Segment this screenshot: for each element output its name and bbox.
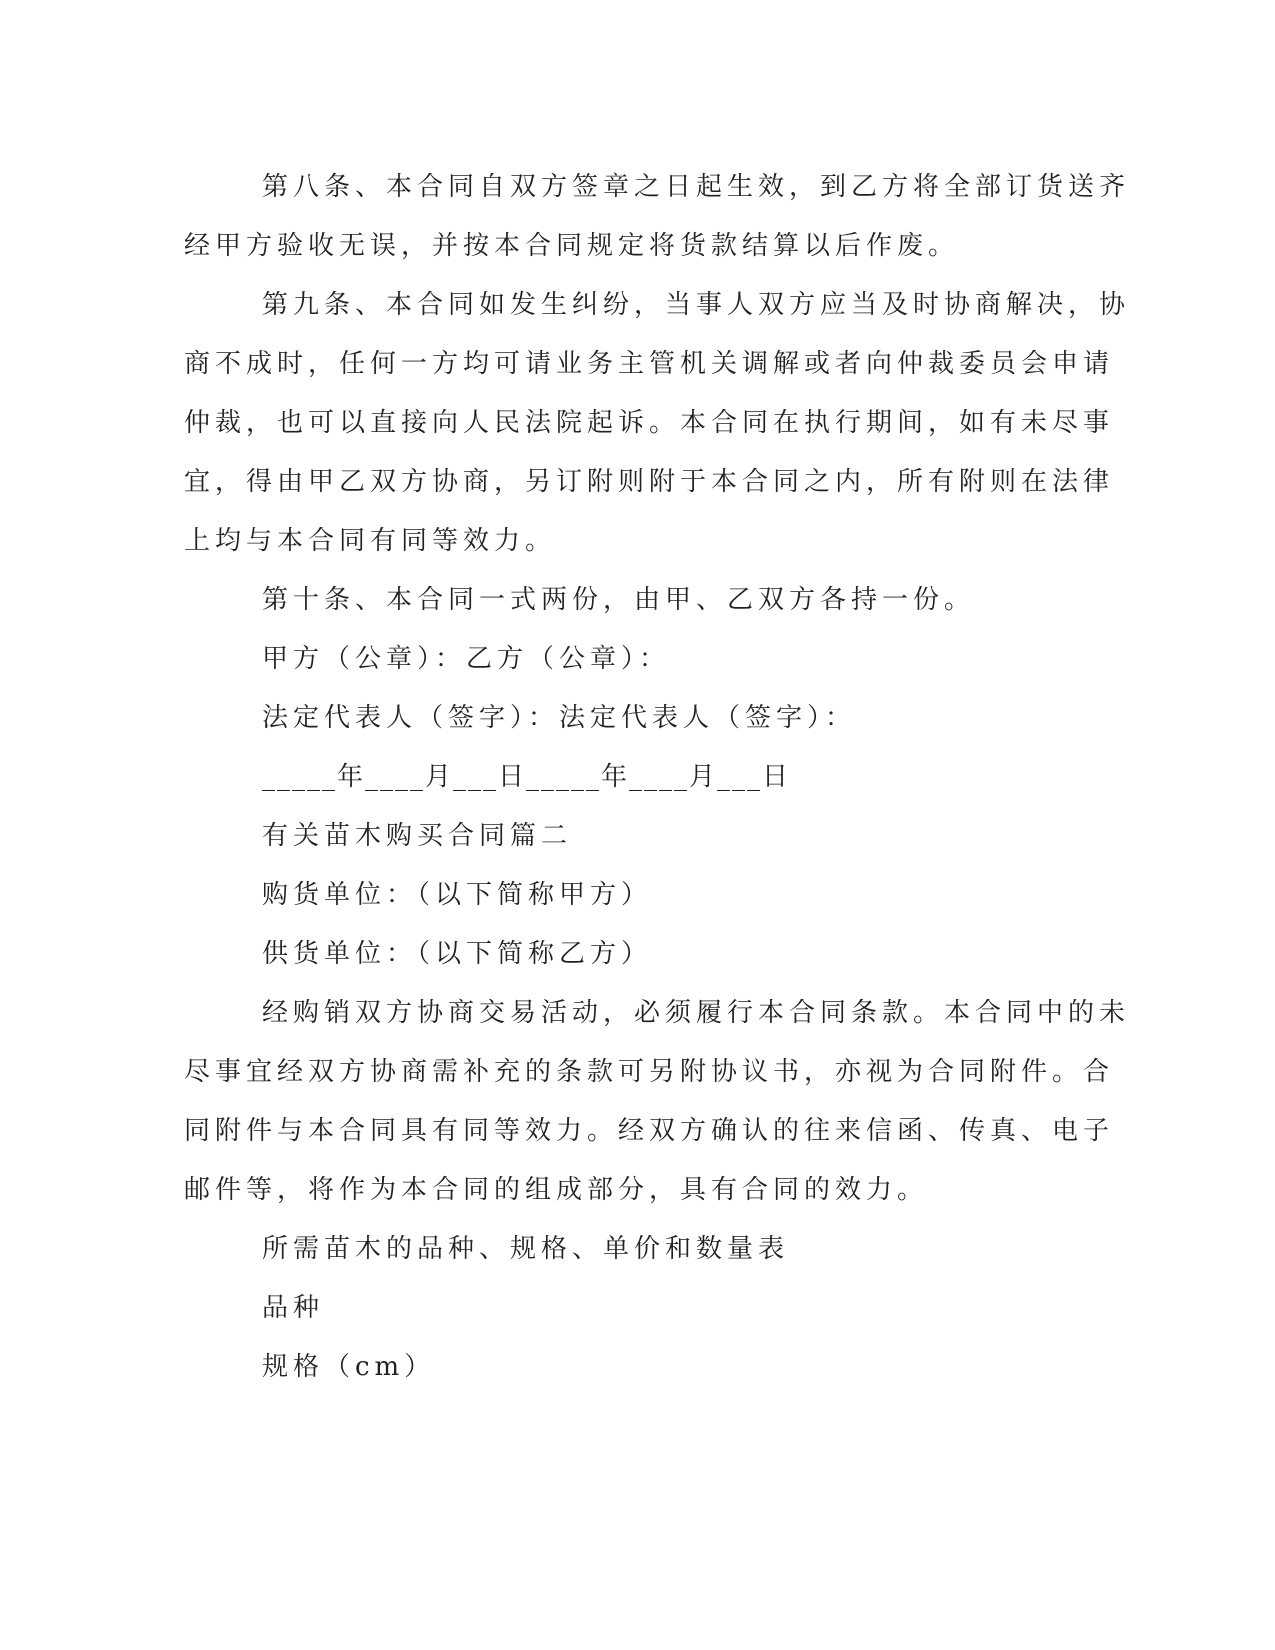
spec-label: 规格（cm） — [262, 1352, 436, 1382]
supplier-line: 供货单位：（以下简称乙方） — [262, 939, 653, 969]
variety-label: 品种 — [262, 1293, 325, 1323]
table-caption: 所需苗木的品种、规格、单价和数量表 — [262, 1234, 790, 1264]
preamble-line-4: 邮件等，将作为本合同的组成部分，具有合同的效力。 — [184, 1175, 929, 1205]
article-9-line-2: 商不成时，任何一方均可请业务主管机关调解或者向仲裁委员会申请 — [184, 349, 1115, 379]
signature-line: 法定代表人（签字）：法定代表人（签字）： — [262, 703, 857, 733]
article-9-line-5: 上均与本合同有同等效力。 — [184, 526, 557, 556]
seal-line: 甲方（公章）：乙方（公章）： — [262, 644, 671, 674]
preamble-line-2: 尽事宜经双方协商需补充的条款可另附协议书，亦视为合同附件。合 — [184, 1057, 1115, 1087]
preamble-line-3: 同附件与本合同具有同等效力。经双方确认的往来信函、传真、电子 — [184, 1116, 1115, 1146]
article-8-line-1: 第八条、本合同自双方签章之日起生效，到乙方将全部订货送齐 — [262, 172, 1131, 202]
article-9-line-1: 第九条、本合同如发生纠纷，当事人双方应当及时协商解决，协 — [262, 290, 1131, 320]
preamble-line-1: 经购销双方协商交易活动，必须履行本合同条款。本合同中的未 — [262, 998, 1131, 1028]
section-title: 有关苗木购买合同篇二 — [262, 821, 573, 851]
document-body — [184, 158, 1131, 1397]
buyer-line: 购货单位：（以下简称甲方） — [262, 880, 653, 910]
date-line: _____年____月___日_____年____月___日 — [262, 762, 791, 792]
article-9-line-4: 宜，得由甲乙双方协商，另订附则附于本合同之内，所有附则在法律 — [184, 467, 1115, 497]
article-10-line: 第十条、本合同一式两份，由甲、乙双方各持一份。 — [262, 585, 976, 615]
article-8-line-2: 经甲方验收无误，并按本合同规定将货款结算以后作废。 — [184, 231, 960, 261]
article-9-line-3: 仲裁，也可以直接向人民法院起诉。本合同在执行期间，如有未尽事 — [184, 408, 1115, 438]
